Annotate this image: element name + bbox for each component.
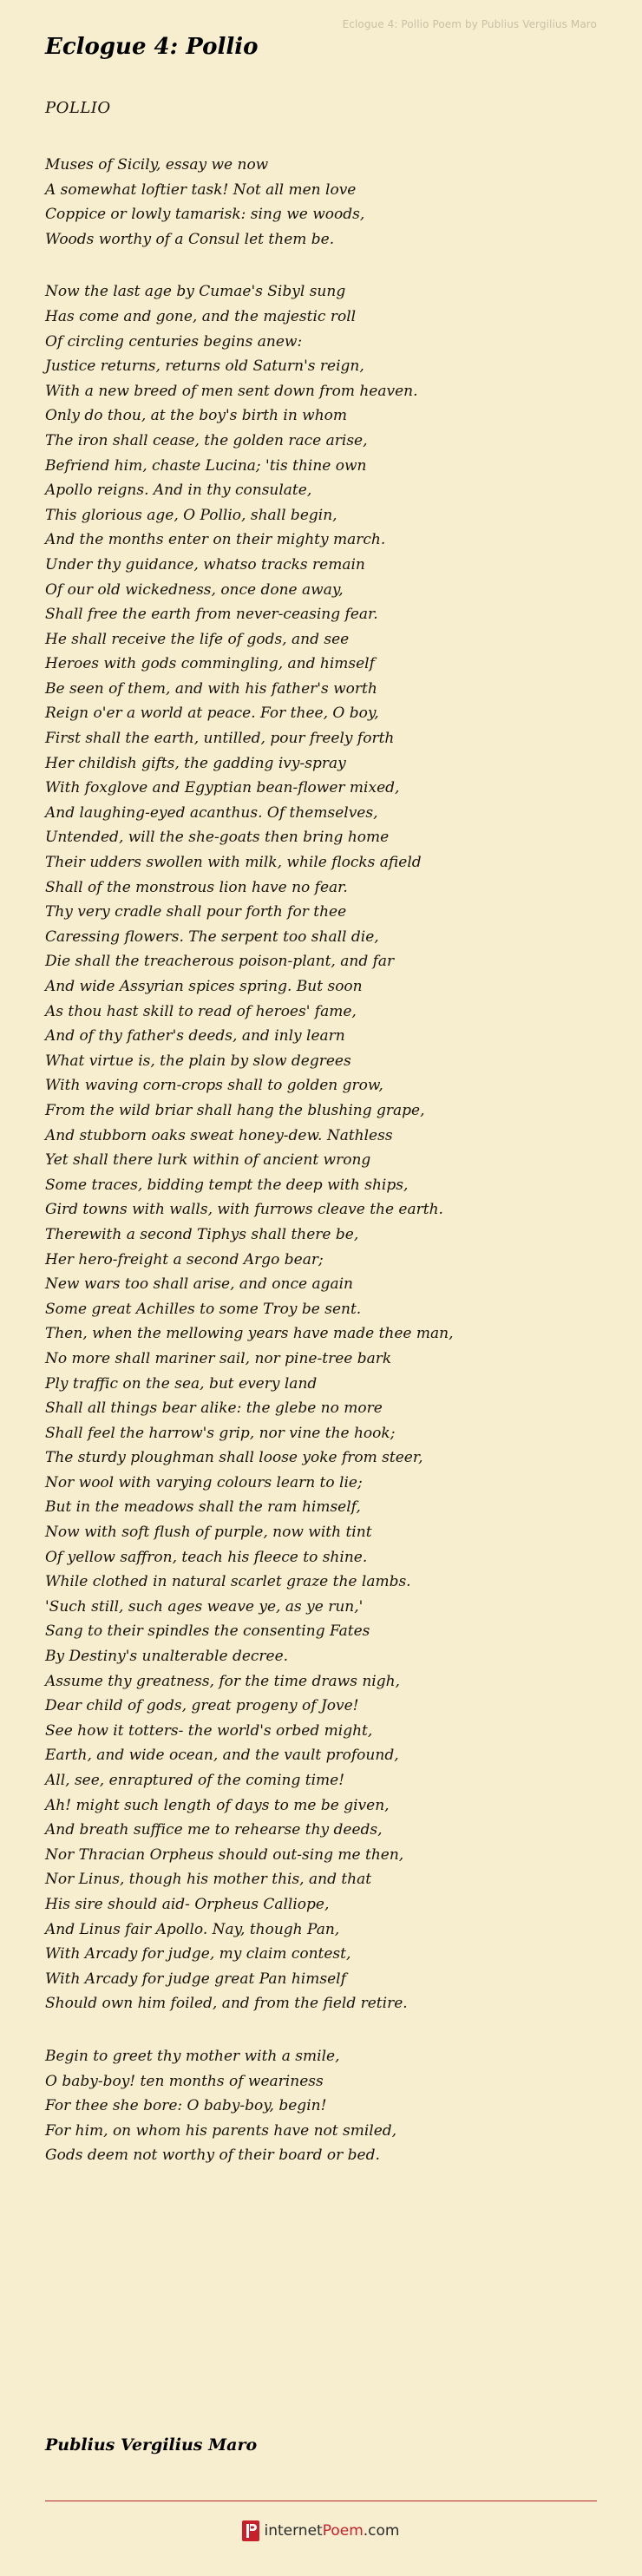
poem-line: First shall the earth, untilled, pour freely forth [45,730,395,748]
poem-line: Coppice or lowly tamarisk: sing we woods, [45,206,365,224]
poem-line: Shall feel the harrow's grip, nor vine the hook; [45,1424,396,1442]
poem-line: Justice returns, returns old Saturn's reign, [45,357,364,376]
poem-line: Now the last age by Cumae's Sibyl sung [45,283,346,301]
poem-line: And Linus fair Apollo. Nay, though Pan, [45,1920,340,1938]
poem-body [45,153,600,2196]
poem-line: With Arcady for judge, my claim contest, [45,1945,351,1963]
poem-line: His sire should aid- Orpheus Calliope, [45,1895,330,1913]
poem-line: The sturdy ploughman shall loose yoke from steer, [45,1449,423,1467]
poem-line: Apollo reigns. And in thy consulate, [45,482,312,500]
poem-line: Befriend him, chaste Lucina; 'tis thine own [45,456,367,475]
poem-line: Begin to greet thy mother with a smile, [45,2047,340,2065]
poem-line: Woods worthy of a Consul let them be. [45,230,335,248]
brand-accent: Poem [322,2522,364,2540]
poem-line: What virtue is, the plain by slow degrees [45,1052,351,1070]
poem-line: Of circling centuries begins anew: [45,332,303,351]
poem-author: Publius Vergilius Maro [45,2435,258,2455]
poem-title: Eclogue 4: Pollio [45,34,259,60]
poem-line: Gods deem not worthy of their board or bed. [45,2147,380,2165]
poem-line: Under thy guidance, whatso tracks remain [45,555,365,574]
poem-line: Nor Linus, though his mother this, and that [45,1871,372,1889]
poem-line: Shall free the earth from never-ceasing fear. [45,606,378,624]
poem-line: With waving corn-crops shall to golden grow, [45,1077,383,1095]
poem-line: For thee she bore: O baby-boy, begin! [45,2097,327,2115]
poem-line: And of thy father's deeds, and inly learn [45,1027,345,1045]
poem-line: Only do thou, at the boy's birth in whom [45,407,348,425]
poem-line: By Destiny's unalterable decree. [45,1648,289,1666]
poem-line: But in the meadows shall the ram himself, [45,1498,361,1517]
poem-line: And breath suffice me to rehearse thy deeds, [45,1821,383,1839]
poem-line: Her childish gifts, the gadding ivy-spray [45,754,346,772]
poem-line: Shall of the monstrous lion have no fear. [45,878,348,896]
poem-line: From the wild briar shall hang the blushing grape, [45,1101,425,1119]
poem-line: A somewhat loftier task! Not all men love [45,180,357,199]
poem-line: Shall all things bear alike: the glebe no more [45,1399,383,1418]
poem-line: Their udders swollen with milk, while flocks afield [45,854,422,872]
poem-line: Dear child of gods, great progeny of Jove! [45,1697,359,1715]
poem-line: Die shall the treacherous poison-plant, and far [45,953,395,971]
poem-line: Muses of Sicily, essay we now [45,156,269,174]
poem-line: Reign o'er a world at peace. For thee, O boy, [45,705,379,723]
poem-line: Some great Achilles to some Troy be sent. [45,1300,362,1318]
poem-line: Then, when the mellowing years have made thee man, [45,1325,454,1343]
brand-suffix: .com [363,2522,400,2540]
poem-line: With a new breed of men sent down from heaven. [45,382,418,400]
poem-stanza [45,153,600,252]
watermark-title: Eclogue 4: Pollio Poem by Publius Vergilius Maro [342,18,597,30]
poem-line: Should own him foiled, and from the field retire. [45,1995,408,2013]
poem-line: As thou hast skill to read of heroes' fame, [45,1002,357,1020]
poem-line: Her hero-freight a second Argo bear; [45,1250,324,1268]
poem-line: Ah! might such length of days to me be given, [45,1796,390,1814]
poem-line: See how it totters- the world's orbed might, [45,1721,373,1740]
poem-line: While clothed in natural scarlet graze the lambs. [45,1573,411,1591]
poem-line: With foxglove and Egyptian bean-flower mixed, [45,779,400,797]
poem-line: Therewith a second Tiphys shall there be, [45,1225,359,1243]
poem-line: The iron shall cease, the golden race arise, [45,431,368,449]
internetpoem-logo-icon [242,2520,259,2541]
poem-line: Thy very cradle shall pour forth for thee [45,903,347,921]
poem-line: Has come and gone, and the majestic roll [45,307,357,325]
poem-line: Gird towns with walls, with furrows cleave the earth. [45,1201,443,1219]
brand-prefix: internet [264,2522,323,2540]
poem-stanza [45,2044,600,2168]
poem-line: Ply traffic on the sea, but every land [45,1374,318,1393]
poem-line: Sang to their spindles the consenting Fates [45,1622,370,1641]
poem-line: For him, on whom his parents have not smiled, [45,2121,397,2140]
poem-line: Earth, and wide ocean, and the vault profound, [45,1747,399,1765]
poem-line: Some traces, bidding tempt the deep with ships, [45,1176,409,1194]
poem-subtitle: POLLIO [45,99,111,117]
poem-line: Of our old wickedness, once done away, [45,580,344,599]
poem-line: With Arcady for judge great Pan himself [45,1970,346,1988]
poem-line: O baby-boy! ten months of weariness [45,2072,324,2090]
poem-line: Be seen of them, and with his father's worth [45,679,377,698]
poem-line: 'Such still, such ages weave ye, as ye run,' [45,1597,364,1616]
poem-line: Yet shall there lurk within of ancient wrong [45,1151,371,1170]
footer-brand-text [264,2520,399,2541]
poem-line: Nor Thracian Orpheus should out-sing me then, [45,1845,404,1864]
poem-stanza [45,279,600,2016]
poem-line: No more shall mariner sail, nor pine-tree bark [45,1349,392,1367]
poem-line: Of yellow saffron, teach his fleece to shine. [45,1548,368,1566]
footer-brand-link[interactable] [0,2520,642,2541]
poem-line: Nor wool with varying colours learn to lie; [45,1473,363,1491]
poem-line: All, see, enraptured of the coming time! [45,1772,345,1789]
poem-line: Assume thy greatness, for the time draws nigh, [45,1672,400,1690]
poem-line: Untended, will the she-goats then bring home [45,829,390,847]
poem-line: Heroes with gods commingling, and himself [45,655,375,673]
poem-line: And wide Assyrian spices spring. But soon [45,978,363,995]
poem-line: Now with soft flush of purple, now with tint [45,1524,372,1542]
poem-line: Caressing flowers. The serpent too shall die, [45,927,379,946]
poem-line: New wars too shall arise, and once again [45,1275,353,1294]
poem-line: He shall receive the life of gods, and see [45,630,350,648]
poem-line: And stubborn oaks sweat honey-dew. Nathless [45,1126,393,1144]
poem-line: And the months enter on their mighty march. [45,531,386,549]
poem-line: This glorious age, O Pollio, shall begin, [45,506,337,524]
poem-line: And laughing-eyed acanthus. Of themselves, [45,803,378,822]
